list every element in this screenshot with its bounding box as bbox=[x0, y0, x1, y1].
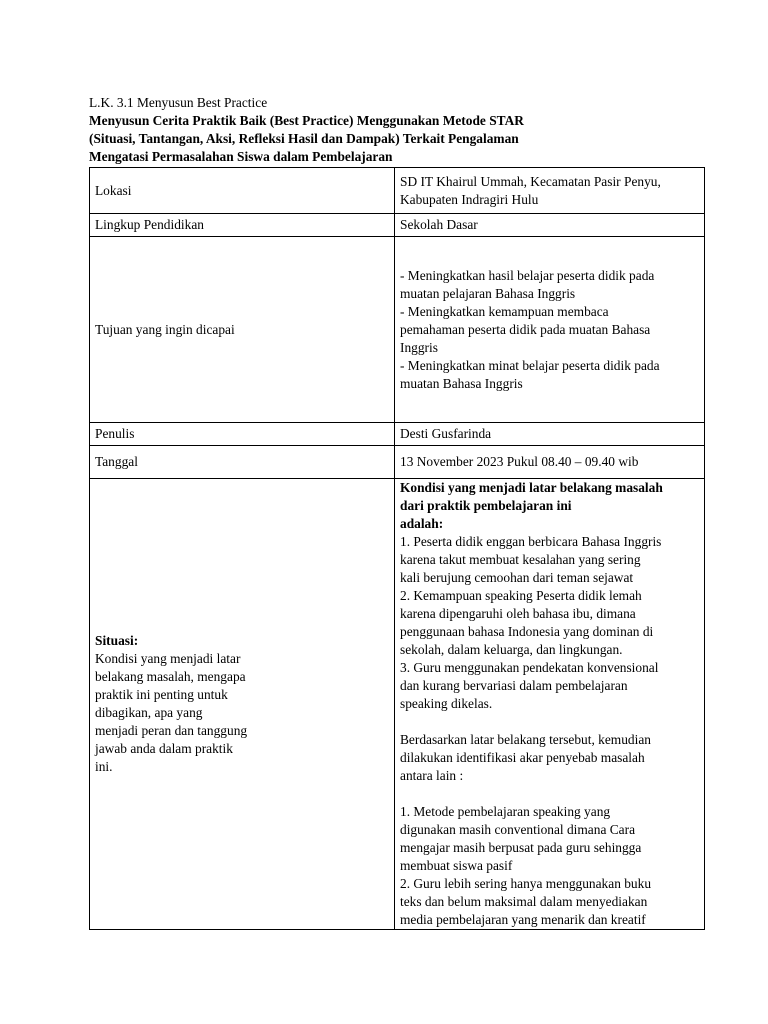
table-row-lokasi bbox=[90, 168, 705, 214]
tujuan-value-line: - Meningkatkan kemampuan membaca bbox=[400, 303, 609, 319]
tujuan-value-line: - Meningkatkan hasil belajar peserta didik pada bbox=[400, 267, 655, 283]
lingkup-value: Sekolah Dasar bbox=[395, 214, 705, 237]
lokasi-label: Lokasi bbox=[90, 168, 395, 214]
tujuan-label: Tujuan yang ingin dicapai bbox=[90, 237, 395, 423]
situasi-point-line: 2. Kemampuan speaking Peserta didik lemah bbox=[400, 588, 642, 603]
situasi-cause-line: membuat siswa pasif bbox=[400, 858, 513, 873]
situasi-point-line: penggunaan bahasa Indonesia yang dominan di bbox=[400, 624, 654, 639]
paragraph-spacer bbox=[400, 785, 699, 803]
document-reference: L.K. 3.1 Menyusun Best Practice bbox=[89, 95, 268, 110]
table-row-tujuan bbox=[90, 237, 705, 423]
paragraph-spacer bbox=[400, 713, 699, 731]
situasi-label-line: Kondisi yang menjadi latar bbox=[95, 651, 241, 666]
penulis-label: Penulis bbox=[90, 423, 395, 446]
tujuan-value-line: Inggris bbox=[400, 339, 438, 355]
lokasi-value-line: Kabupaten Indragiri Hulu bbox=[400, 191, 539, 207]
situasi-label-line: dibagikan, apa yang bbox=[95, 705, 203, 720]
situasi-cause-line: 1. Metode pembelajaran speaking yang bbox=[400, 804, 611, 819]
table-row-situasi bbox=[90, 479, 705, 930]
tujuan-value-line: muatan pelajaran Bahasa Inggris bbox=[400, 285, 576, 301]
document-title bbox=[89, 112, 705, 166]
situasi-heading-line: dari praktik pembelajaran ini bbox=[400, 498, 572, 513]
lokasi-value-line: SD IT Khairul Ummah, Kecamatan Pasir Penyu, bbox=[400, 173, 661, 189]
best-practice-table bbox=[89, 167, 705, 930]
situasi-label-line: belakang masalah, mengapa bbox=[95, 669, 246, 684]
lingkup-label: Lingkup Pendidikan bbox=[90, 214, 395, 237]
situasi-point-line: 1. Peserta didik enggan berbicara Bahasa Inggris bbox=[400, 534, 662, 549]
situasi-cause-line: teks dan belum maksimal dalam menyediakan bbox=[400, 894, 648, 909]
situasi-point-line: karena dipengaruhi oleh bahasa ibu, dimana bbox=[400, 606, 636, 621]
situasi-label-line: praktik ini penting untuk bbox=[95, 687, 228, 702]
situasi-point-line: speaking dikelas. bbox=[400, 696, 493, 711]
tanggal-value: 13 November 2023 Pukul 08.40 – 09.40 wib bbox=[395, 446, 705, 479]
title-line: (Situasi, Tantangan, Aksi, Refleksi Hasil dan Dampak) Terkait Pengalaman bbox=[89, 131, 519, 146]
situasi-heading-line: adalah: bbox=[400, 516, 444, 531]
situasi-intro-line: Berdasarkan latar belakang tersebut, kemudian bbox=[400, 732, 651, 747]
situasi-point-line: karena takut membuat kesalahan yang sering bbox=[400, 552, 641, 567]
situasi-point-line: dan kurang bervariasi dalam pembelajaran bbox=[400, 678, 628, 693]
situasi-value bbox=[395, 479, 705, 930]
situasi-point-line: sekolah, dalam keluarga, dan lingkungan. bbox=[400, 642, 623, 657]
situasi-intro-line: dilakukan identifikasi akar penyebab masalah bbox=[400, 750, 645, 765]
situasi-point-line: 3. Guru menggunakan pendekatan konvensional bbox=[400, 660, 659, 675]
tujuan-value bbox=[395, 237, 705, 423]
tujuan-value-line: - Meningkatkan minat belajar peserta didik pada bbox=[400, 357, 660, 373]
situasi-point-line: kali berujung cemoohan dari teman sejawat bbox=[400, 570, 634, 585]
table-row-penulis bbox=[90, 423, 705, 446]
situasi-intro-line: antara lain : bbox=[400, 768, 464, 783]
situasi-cause-line: mengajar masih berpusat pada guru sehingga bbox=[400, 840, 642, 855]
situasi-cause-line: 2. Guru lebih sering hanya menggunakan buku bbox=[400, 876, 652, 891]
title-line: Menyusun Cerita Praktik Baik (Best Practice) Menggunakan Metode STAR bbox=[89, 113, 524, 128]
situasi-label-line: jawab anda dalam praktik bbox=[95, 741, 233, 756]
situasi-label-title: Situasi: bbox=[95, 633, 139, 648]
title-line: Mengatasi Permasalahan Siswa dalam Pembelajaran bbox=[89, 149, 393, 164]
tanggal-label: Tanggal bbox=[90, 446, 395, 479]
tujuan-value-line: pemahaman peserta didik pada muatan Bahasa bbox=[400, 321, 651, 337]
situasi-label-line: menjadi peran dan tanggung bbox=[95, 723, 248, 738]
penulis-value: Desti Gusfarinda bbox=[395, 423, 705, 446]
lokasi-value bbox=[395, 168, 705, 214]
table-row-lingkup bbox=[90, 214, 705, 237]
situasi-label-line: ini. bbox=[95, 759, 113, 774]
situasi-label bbox=[90, 479, 395, 930]
situasi-cause-line: digunakan masih conventional dimana Cara bbox=[400, 822, 636, 837]
tujuan-value-line: muatan Bahasa Inggris bbox=[400, 375, 523, 391]
document-page bbox=[89, 94, 705, 930]
situasi-heading-line: Kondisi yang menjadi latar belakang masalah bbox=[400, 480, 663, 495]
situasi-cause-line: media pembelajaran yang menarik dan kreatif bbox=[400, 912, 646, 927]
table-row-tanggal bbox=[90, 446, 705, 479]
